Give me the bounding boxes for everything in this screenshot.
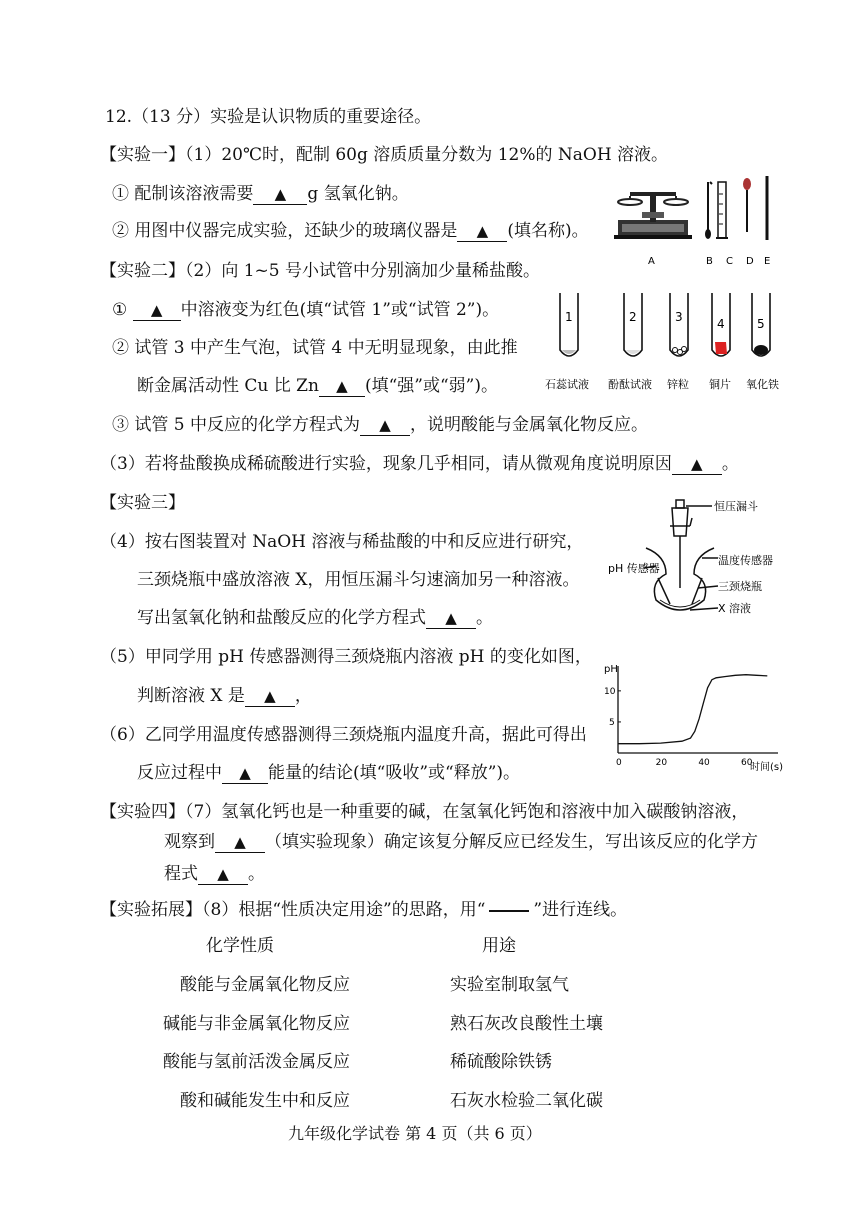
tube-number-3: 3 xyxy=(675,310,683,324)
exp4-text-2: （填实验现象）确定该复分解反应已经发生，写出该反应的化学方 xyxy=(265,832,758,852)
question-title: 12.（13 分）实验是认识物质的重要途径。 xyxy=(105,107,432,127)
answer-blank[interactable]: ▲ xyxy=(476,222,489,240)
test-tube-icon xyxy=(624,293,642,356)
spoon-icon xyxy=(705,182,712,239)
measuring-cylinder-icon xyxy=(716,182,728,238)
fig1-label-a: A xyxy=(648,256,655,267)
ext-head-text: 【实验拓展】（8）根据“性质决定用途”的思路，用“ xyxy=(100,900,486,920)
exp2-item2-line2 xyxy=(137,374,498,398)
ext-col-right-header: 用途 xyxy=(482,936,516,956)
exp2-item3 xyxy=(112,413,648,437)
exp4-line1: 【实验四】（7）氢氧化钙也是一种重要的碱，在氢氧化钙饱和溶液中加入碳酸钠溶液， xyxy=(100,802,749,822)
tube-label-4: 铜片 xyxy=(709,378,731,391)
ext-left-item-2[interactable]: 碱能与非金属氧化物反应 xyxy=(163,1014,350,1034)
q6-text: 反应过程中 xyxy=(137,763,222,783)
question-4-line1: （4）按右图装置对 NaOH 溶液与稀盐酸的中和反应进行研究， xyxy=(100,532,584,552)
exp1-heading: 【实验一】（1）20℃时，配制 60g 溶质质量分数为 12%的 NaOH 溶液。 xyxy=(100,145,669,165)
fig1-label-c: C xyxy=(726,256,733,267)
label-temp-sensor: 温度传感器 xyxy=(718,554,773,567)
exp2-item1-num: ① xyxy=(112,300,128,320)
exp2-heading: 【实验二】（2）向 1~5 号小试管中分别滴加少量稀盐酸。 xyxy=(100,261,540,281)
chart-x-tick-label: 20 xyxy=(655,758,668,768)
label-funnel: 恒压漏斗 xyxy=(714,500,758,513)
chart-series-line xyxy=(618,675,767,744)
fig1-label-e: E xyxy=(764,256,771,267)
chart-y-tick-label: 10 xyxy=(604,686,616,697)
chart-xlabel: 时间(s) xyxy=(750,762,784,773)
label-x-solution: X 溶液 xyxy=(718,602,752,615)
exp4-line2 xyxy=(164,830,758,854)
question-6-line1: （6）乙同学用温度传感器测得三颈烧瓶内温度升高，据此可得出 xyxy=(100,725,587,745)
label-ph-sensor: pH 传感器 xyxy=(608,562,660,575)
exp2-item1 xyxy=(112,298,499,322)
label-flask: 三颈烧瓶 xyxy=(718,580,762,593)
funnel-icon xyxy=(672,508,688,536)
exp2-item3-text: ③ 试管 5 中反应的化学方程式为 xyxy=(112,415,361,435)
q5-text: 判断溶液 X 是 xyxy=(137,686,245,706)
tube-number-2: 2 xyxy=(629,310,637,324)
test-tube-icon xyxy=(560,293,578,356)
ext-right-item-2[interactable]: 熟石灰改良酸性土壤 xyxy=(450,1014,603,1034)
exp2-item2-tail: (填“强”或“弱”)。 xyxy=(364,376,498,396)
exp2-item2-line1: ② 试管 3 中产生气泡，试管 4 中无明显现象，由此推 xyxy=(112,338,518,358)
answer-blank[interactable]: ▲ xyxy=(217,865,229,883)
chart-x-tick-label: 40 xyxy=(698,758,710,768)
q4-tail: 。 xyxy=(476,608,493,628)
q5-tail: ， xyxy=(294,686,312,706)
ext-col-left-header: 化学性质 xyxy=(206,936,274,956)
question-5-line2 xyxy=(137,684,312,708)
question-3 xyxy=(100,452,739,476)
ext-right-item-3[interactable]: 稀硫酸除铁锈 xyxy=(450,1052,552,1072)
page-footer: 九年级化学试卷 第 4 页（共 6 页） xyxy=(288,1124,542,1143)
answer-blank[interactable]: ▲ xyxy=(445,609,457,627)
tube-label-1: 石蕊试液 xyxy=(545,378,589,391)
apparatus-figure-2 xyxy=(606,496,806,626)
exp3-heading: 【实验三】 xyxy=(100,493,185,513)
ext-right-item-1[interactable]: 实验室制取氢气 xyxy=(450,975,569,995)
temp-sensor-icon xyxy=(692,578,702,604)
exp1-item1 xyxy=(112,182,409,206)
q6-tail: 能量的结论(填“吸收”或“释放”)。 xyxy=(268,763,521,783)
ext-heading xyxy=(100,898,627,922)
answer-blank[interactable]: ▲ xyxy=(336,377,348,395)
chart-ylabel: pH xyxy=(604,664,618,675)
answer-blank[interactable]: ▲ xyxy=(150,301,163,319)
test-tubes-figure xyxy=(540,288,790,398)
answer-blank[interactable]: ▲ xyxy=(264,687,276,705)
exp1-item1-tail: g 氢氧化钠。 xyxy=(307,184,409,204)
exp1-item1-text: ① 配制该溶液需要 xyxy=(112,184,254,204)
ph-chart xyxy=(600,660,800,775)
tube-number-4: 4 xyxy=(717,317,725,331)
answer-blank[interactable]: ▲ xyxy=(239,764,251,782)
tube-label-3: 锌粒 xyxy=(667,378,689,391)
exp2-item1-text: 中溶液变为红色(填“试管 1”或“试管 2”)。 xyxy=(180,300,500,320)
ext-head-end: ”进行连线。 xyxy=(533,900,628,920)
funnel-stopper-icon xyxy=(676,500,684,508)
fig1-label-b: B xyxy=(706,256,713,267)
ext-right-item-4[interactable]: 石灰水检验二氧化碳 xyxy=(450,1091,603,1111)
chart-x-tick-label: 0 xyxy=(616,758,622,768)
exp4-tail: 。 xyxy=(248,864,265,884)
exp2-item3-tail: ，说明酸能与金属氧化物反应。 xyxy=(410,415,649,435)
answer-blank[interactable]: ▲ xyxy=(691,455,703,473)
answer-blank[interactable]: ▲ xyxy=(379,416,391,434)
q3-text: （3）若将盐酸换成稀硫酸进行实验，现象几乎相同，请从微观角度说明原因 xyxy=(100,454,672,474)
tube-label-5: 氧化铁 xyxy=(746,378,779,391)
ext-left-item-1[interactable]: 酸能与金属氧化物反应 xyxy=(180,975,350,995)
q3-tail: 。 xyxy=(721,454,739,474)
dropper-icon xyxy=(743,178,751,232)
ph-sensor-icon xyxy=(658,578,670,604)
balance-icon xyxy=(614,192,692,239)
exp4-line3 xyxy=(164,862,265,886)
ext-left-item-4[interactable]: 酸和碱能发生中和反应 xyxy=(180,1091,350,1111)
exp1-item2-text: ② 用图中仪器完成实验，还缺少的玻璃仪器是 xyxy=(112,221,458,241)
tube-label-2: 酚酞试液 xyxy=(608,378,652,391)
exp2-item2-text: 断金属活动性 Cu 比 Zn xyxy=(137,376,319,396)
apparatus-figure-1 xyxy=(612,172,782,272)
exp4-text: 观察到 xyxy=(164,832,215,852)
exp4-text-3: 程式 xyxy=(164,864,198,884)
fig1-label-d: D xyxy=(746,256,754,267)
ext-left-item-3[interactable]: 酸能与氢前活泼金属反应 xyxy=(163,1052,350,1072)
q4-text: 写出氢氧化钠和盐酸反应的化学方程式 xyxy=(137,608,426,628)
chart-y-tick-label: 5 xyxy=(609,717,615,728)
question-4-line3 xyxy=(137,606,493,630)
exp1-item2 xyxy=(112,219,589,243)
question-4-line2: 三颈烧瓶中盛放溶液 X，用恒压漏斗匀速滴加另一种溶液。 xyxy=(137,570,580,590)
answer-blank[interactable]: ▲ xyxy=(274,185,287,203)
question-6-line2 xyxy=(137,761,520,785)
question-5-line1: （5）甲同学用 pH 传感器测得三颈烧瓶内溶液 pH 的变化如图， xyxy=(100,647,592,667)
chart-x-tick-label: 60 xyxy=(741,758,753,768)
tube-number-5: 5 xyxy=(757,317,765,331)
connector-line-sample xyxy=(489,910,529,912)
answer-blank[interactable]: ▲ xyxy=(234,833,246,851)
exp1-item2-tail: (填名称)。 xyxy=(507,221,589,241)
tube-number-1: 1 xyxy=(565,310,573,324)
